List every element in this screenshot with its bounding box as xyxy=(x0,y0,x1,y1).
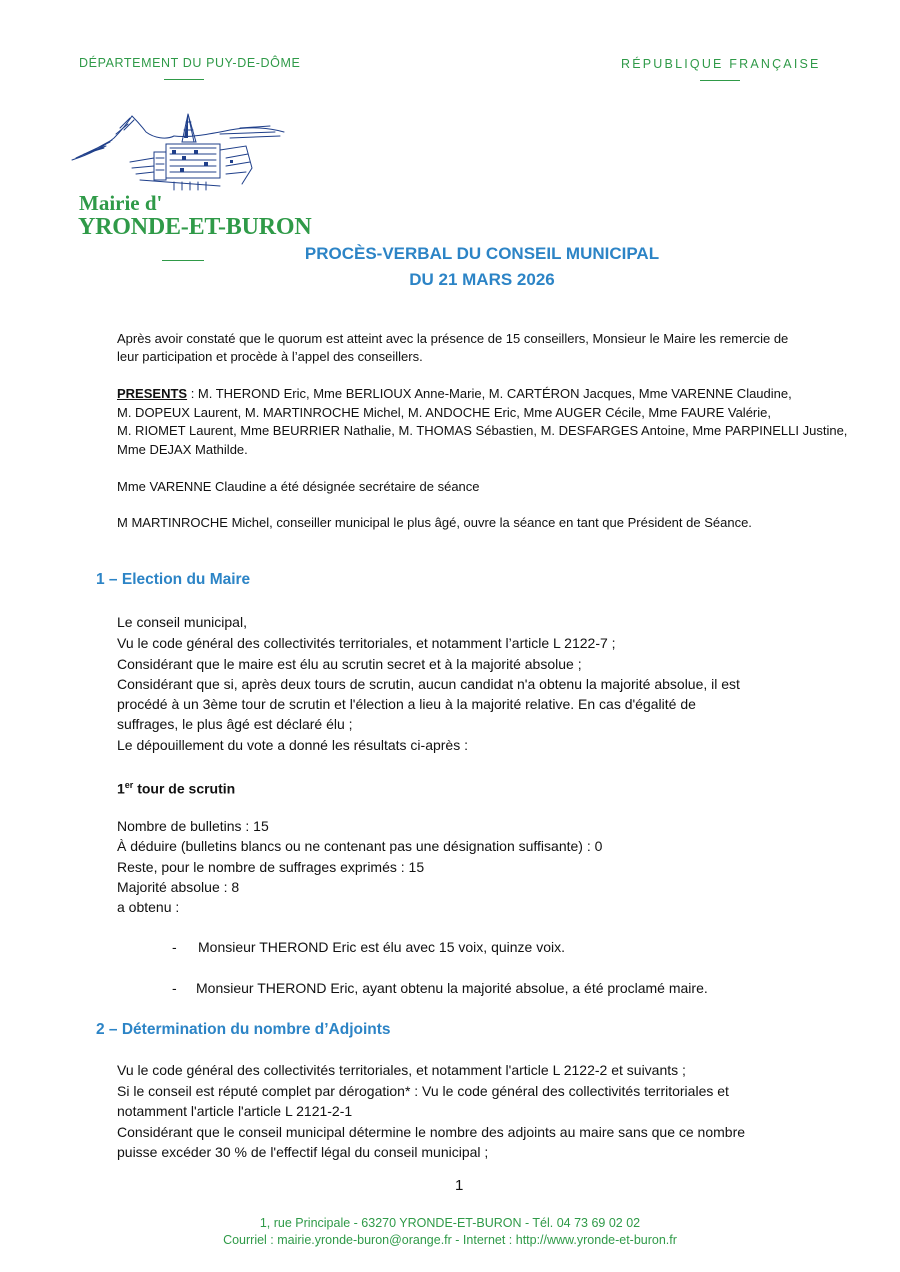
bullet-item-1 xyxy=(172,937,565,958)
result-deduct: À déduire (bulletins blancs ou ne contenant pas une désignation suffisante) : 0 xyxy=(117,838,603,854)
round-text: tour de scrutin xyxy=(133,780,236,797)
presents-line-1 xyxy=(117,385,792,404)
section-1-line-3: Considérant que le maire est élu au scrutin secret et à la majorité absolue ; xyxy=(117,656,582,672)
department-label: DÉPARTEMENT DU PUY-DE-DÔME xyxy=(79,56,301,70)
section-2-heading: 2 – Détermination du nombre d’Adjoints xyxy=(96,1021,391,1038)
section-1-line-6: suffrages, le plus âgé est déclaré élu ; xyxy=(117,716,353,732)
bullet-dash-1: - xyxy=(172,939,177,955)
bullet-dash-2: - xyxy=(172,980,177,996)
result-obtained: a obtenu : xyxy=(117,899,180,915)
section-2-line-2: Si le conseil est réputé complet par dérogation* : Vu le code général des collectivités territoriales et xyxy=(117,1083,729,1099)
section-2-line-1: Vu le code général des collectivités territoriales, et notamment l'article L 2122-2 et suivants ; xyxy=(117,1062,686,1078)
section-1-line-4: Considérant que si, après deux tours de scrutin, aucun candidat n'a obtenu la majorité absolue, il est xyxy=(117,676,740,692)
presents-line-3: M. RIOMET Laurent, Mme BEURRIER Nathalie, M. THOMAS Sébastien, M. DESFARGES Antoine, Mme PARPINELLI Justine, xyxy=(117,423,848,438)
bullet-text-2: Monsieur THEROND Eric, ayant obtenu la majorité absolue, a été proclamé maire. xyxy=(196,980,708,996)
department-rule xyxy=(164,79,204,80)
intro-line-2: leur participation et procède à l’appel des conseillers. xyxy=(117,349,423,364)
result-majority: Majorité absolue : 8 xyxy=(117,879,240,895)
bullet-text-1: Monsieur THEROND Eric est élu avec 15 voix, quinze voix. xyxy=(198,939,565,955)
section-1-line-7: Le dépouillement du vote a donné les résultats ci-après : xyxy=(117,737,468,753)
intro-line-1: Après avoir constaté que le quorum est atteint avec la présence de 15 conseillers, Monsieur le Maire les remercie de xyxy=(117,331,789,346)
round-superscript: er xyxy=(124,780,134,790)
round-number: 1 xyxy=(117,780,125,797)
logo-town-name: YRONDE-ET-BURON xyxy=(78,214,312,240)
section-1-line-1: Le conseil municipal, xyxy=(117,614,247,630)
section-2-line-3: notamment l'article l'article L 2121-2-1 xyxy=(117,1103,353,1119)
president-statement: M MARTINROCHE Michel, conseiller municipal le plus âgé, ouvre la séance en tant que Président de Séance. xyxy=(117,515,752,530)
result-ballots: Nombre de bulletins : 15 xyxy=(117,818,269,834)
presents-line-4: Mme DEJAX Mathilde. xyxy=(117,442,248,457)
republic-rule xyxy=(700,80,740,81)
footer-address: 1, rue Principale - 63270 YRONDE-ET-BURON - Tél. 04 73 69 02 02 xyxy=(259,1216,641,1230)
document-date: DU 21 MARS 2026 xyxy=(409,270,555,289)
section-2-line-4: Considérant que le conseil municipal détermine le nombre des adjoints au maire sans que ce nombre xyxy=(117,1124,746,1140)
document-title: PROCÈS-VERBAL DU CONSEIL MUNICIPAL xyxy=(304,244,660,263)
result-expressed: Reste, pour le nombre de suffrages exprimés : 15 xyxy=(117,859,425,875)
republic-label: RÉPUBLIQUE FRANÇAISE xyxy=(621,57,821,71)
section-2-line-5: puisse excéder 30 % de l'effectif légal du conseil municipal ; xyxy=(117,1144,489,1160)
bullet-item-2 xyxy=(172,978,708,999)
logo-rule xyxy=(162,260,204,261)
round-heading xyxy=(117,775,235,799)
section-1-heading: 1 – Election du Maire xyxy=(96,571,251,588)
presents-names-1: : M. THEROND Eric, Mme BERLIOUX Anne-Marie, M. CARTÉRON Jacques, Mme VARENNE Claudine, xyxy=(187,386,792,401)
section-1-line-2: Vu le code général des collectivités territoriales, et notamment l’article L 2122-7 ; xyxy=(117,635,616,651)
logo-mairie-text: Mairie d' xyxy=(79,191,163,215)
page-number: 1 xyxy=(455,1177,464,1194)
section-1-line-5: procédé à un 3ème tour de scrutin et l'élection a lieu à la majorité relative. En cas d'égalité de xyxy=(117,696,696,712)
presents-label: PRESENTS xyxy=(117,386,188,401)
secretary-statement: Mme VARENNE Claudine a été désignée secrétaire de séance xyxy=(117,479,480,494)
footer-contact: Courriel : mairie.yronde-buron@orange.fr - Internet : http://www.yronde-et-buron.fr xyxy=(223,1233,677,1247)
presents-line-2: M. DOPEUX Laurent, M. MARTINROCHE Michel, M. ANDOCHE Eric, Mme AUGER Cécile, Mme FAURE Valérie, xyxy=(117,405,771,420)
village-drawing-icon xyxy=(70,108,290,192)
